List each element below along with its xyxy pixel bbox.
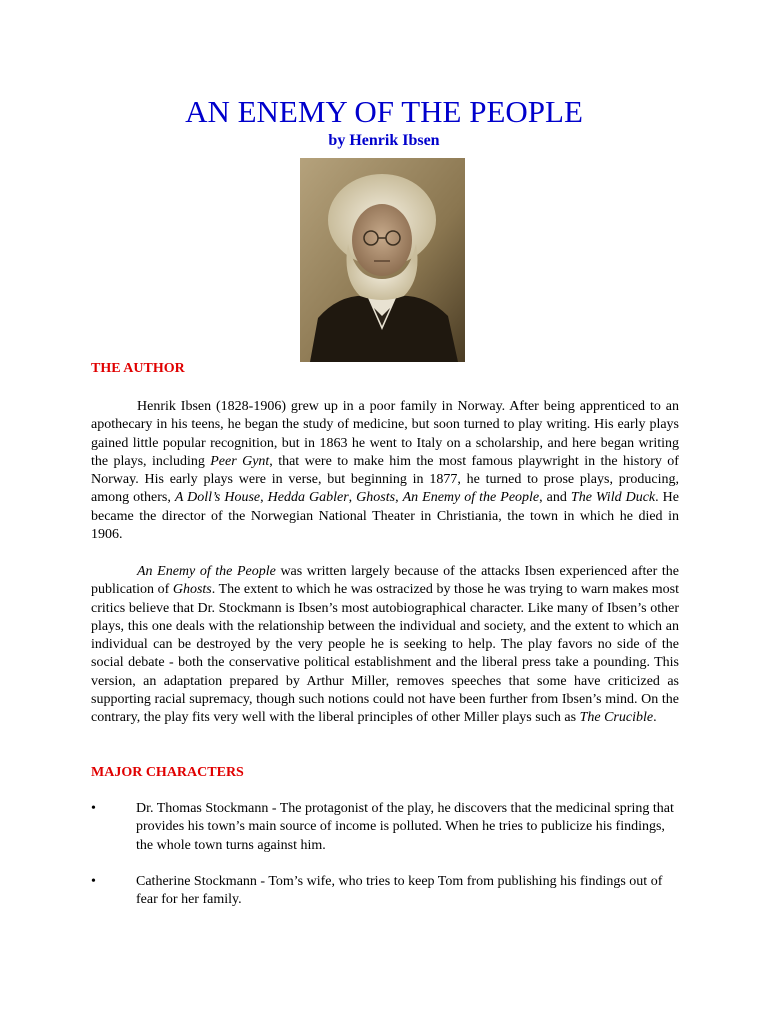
character-list-item	[91, 800, 681, 855]
italic-title-text: Ghosts	[172, 582, 212, 598]
document-title: AN ENEMY OF THE PEOPLE	[185, 94, 583, 129]
character-description: Catherine Stockmann - Tom’s wife, who tries to keep Tom from publishing his findings out of fear for her family.	[136, 874, 663, 908]
italic-title-text: A Doll’s House	[174, 490, 261, 506]
portrait-image	[300, 158, 465, 362]
italic-title-text: Peer Gynt	[210, 453, 270, 469]
section-heading-author: THE AUTHOR	[91, 361, 185, 376]
character-description: Dr. Thomas Stockmann - The protagonist of the play, he discovers that the medicinal spring that provides his town’s main source of income is polluted. When he tries to publicize his findings, the whole town turns against him.	[136, 801, 674, 853]
paragraph-text: ,	[395, 490, 403, 506]
italic-title-text: Hedda Gabler	[267, 490, 349, 506]
author-paragraph-1	[91, 398, 679, 544]
italic-title-text: The Wild Duck	[570, 490, 656, 506]
paragraph-text: . He became the director of the Norwegian National Theater in Christiania, the town in which he died in 1906.	[91, 490, 679, 543]
paragraph-text: . The extent to which he was ostracized by those he was trying to warn makes most critics believe that Dr. Stockmann is Ibsen’s most autobiographical character. Like many of Ibsen’s other plays, this one deals with the relationship between the individual and society, and the extent to which an individual can be destroyed by the very people he is seeking to help. The play favors no side of the social debate - both the conservative political establishment and the liberal press take a pounding. This version, an adaptation prepared by Arthur Miller, removes speeches that some have criticized as supporting racial supremacy, though such notions could not have been further from Ibsen’s mind. On the contrary, the play fits very well with the liberal principles of other Miller plays such as	[91, 582, 679, 726]
paragraph-text: ,	[260, 490, 268, 506]
paragraph-text: Henrik Ibsen (1828-1906) grew up in a poor family in Norway. After being apprenticed to an apothecary in his teens, he began the study of medicine, but soon turned to play writing. His early plays gained little popular recognition, but in 1863 he went to Italy on a scholarship, and here began writing the plays, including	[91, 399, 679, 469]
paragraph-text: , and	[539, 490, 571, 506]
italic-title-text: The Crucible	[579, 710, 654, 726]
bullet-icon: •	[91, 874, 96, 889]
paragraph-text: , that were to make him the most famous playwright in the history of Norway. His early plays were in verse, but beginning in 1877, he turned to prose plays, producing, among others,	[91, 453, 679, 506]
bullet-icon: •	[91, 801, 96, 816]
italic-title-text: Ghosts	[356, 490, 396, 506]
italic-title-text: An Enemy of the People	[402, 490, 540, 506]
paragraph-text: was written largely because of the attacks Ibsen experienced after the publication of	[91, 564, 679, 598]
section-heading-characters: MAJOR CHARACTERS	[91, 765, 244, 780]
italic-title-text: An Enemy of the People	[137, 564, 276, 579]
author-portrait	[300, 158, 465, 362]
paragraph-text: ,	[348, 490, 357, 506]
author-paragraph-2	[91, 563, 679, 728]
document-byline: by Henrik Ibsen	[328, 132, 440, 149]
character-list-item	[91, 873, 681, 910]
paragraph-text: .	[653, 710, 657, 726]
